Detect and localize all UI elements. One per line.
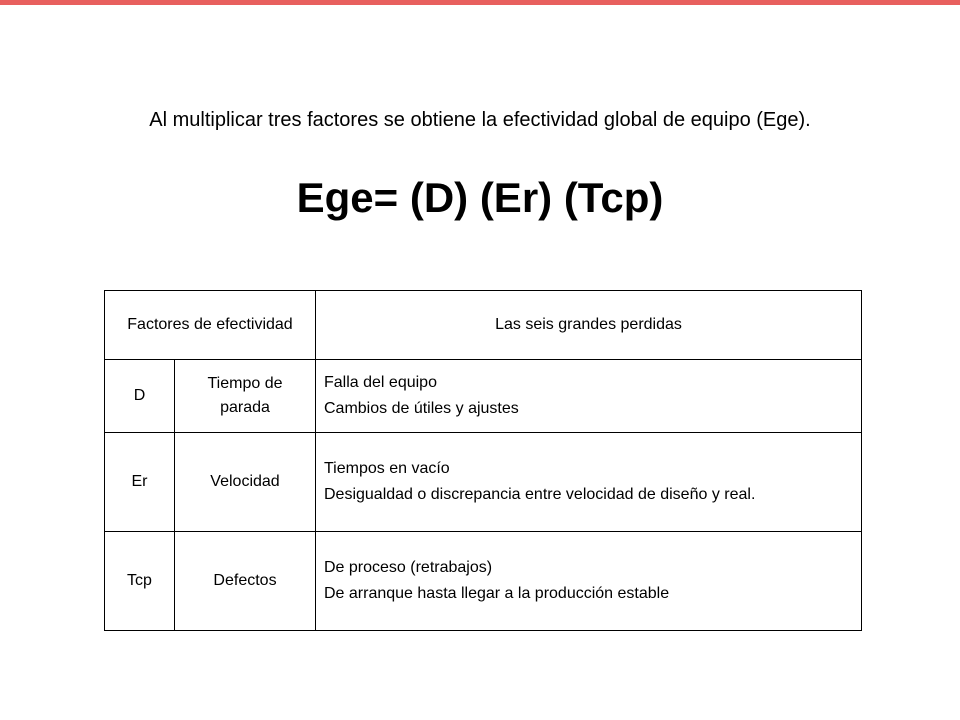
table-row [105,532,862,631]
loss-item: Tiempos en vacío [324,460,450,477]
formula-heading: Ege= (D) (Er) (Tcp) [296,174,664,221]
loss-cell [316,360,862,433]
loss-cell [316,532,862,631]
header-factores: Factores de efectividad [105,291,316,360]
factor-name: Velocidad [175,433,316,532]
accent-bar [0,0,960,5]
table-row [105,360,862,433]
factor-code: D [105,360,175,433]
intro-text: Al multiplicar tres factores se obtiene la efectividad global de equipo (Ege). [149,109,811,131]
loss-item: Cambios de útiles y ajustes [324,400,519,417]
factor-name: Defectos [175,532,316,631]
factor-code: Tcp [105,532,175,631]
loss-item: Falla del equipo [324,374,437,391]
loss-item: Desigualdad o discrepancia entre velocidad de diseño y real. [324,486,756,503]
table-row [105,433,862,532]
loss-item: De proceso (retrabajos) [324,559,493,576]
table-header-row [105,291,862,360]
loss-cell [316,433,862,532]
header-perdidas: Las seis grandes perdidas [316,291,862,360]
factor-name: Tiempo de parada [175,360,316,433]
factors-table [104,290,862,631]
loss-item: De arranque hasta llegar a la producción estable [324,585,670,602]
factor-code: Er [105,433,175,532]
